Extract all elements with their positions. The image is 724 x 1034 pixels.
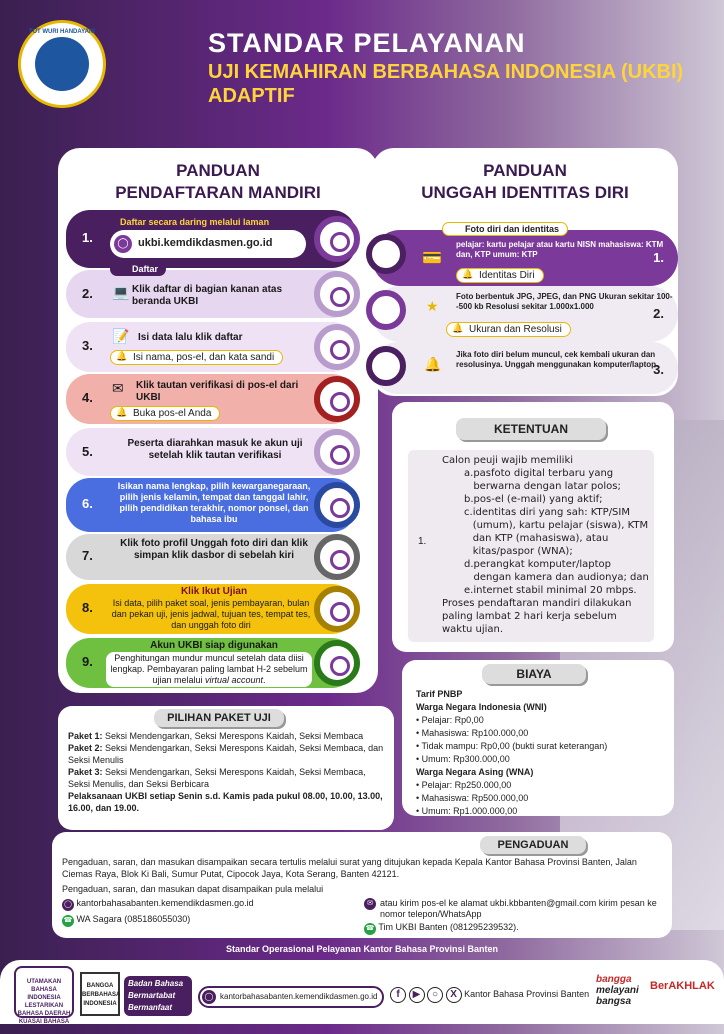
step-4 [66,374,356,424]
user-icon: 💻 [112,284,130,300]
pengaduan-web-row[interactable] [62,898,254,911]
step-number: 5. [82,444,93,459]
step-text: Klik daftar di bagian kanan atas beranda UKBI [132,284,283,307]
step-7 [66,534,356,580]
step-number: 8. [82,600,93,615]
panduan-heading: PANDUAN [176,161,260,180]
form-icon: 📝 [112,328,130,344]
wni-umum: • Umum: Rp300.000,00 [416,754,510,764]
pendaftaran-heading: PENDAFTARAN MANDIRI [115,183,321,202]
step-1 [66,210,356,268]
right-step-text: pelajar: kartu pelajar atau kartu NISN mahasiswa: KTM dan, KTP umum: KTP [456,240,664,259]
unggah-heading: UNGGAH IDENTITAS DIRI [421,183,629,202]
step-text: Isi data lalu klik daftar [138,332,243,343]
logo-text: TUT WURI HANDAYANI [29,29,95,35]
step-marker [314,640,360,686]
right-step-marker [366,234,406,274]
site-pill[interactable] [198,986,384,1008]
right-step-text: Jika foto diri belum muncul, cek kembali ukuran dan resolusinya. Unggah menggunakan komputer/laptop. [456,350,659,369]
step-6 [66,478,356,532]
step-marker [314,324,360,370]
ketentuan-box [392,402,674,652]
step-text: Klik foto profil Unggah foto diri dan klik simpan klik dasbor di sebelah kiri [120,538,308,561]
pengaduan-email-row[interactable] [364,898,664,920]
right-step-number: 1. [653,250,664,265]
right-step-number: 2. [653,306,664,321]
ketentuan-intro: Calon peuji wajib memiliki [442,455,574,466]
item-key: e. [464,585,474,596]
bangga-badge: BANGGA BERBAHASA INDONESIA [80,972,120,1016]
right-step-number: 3. [653,362,664,377]
tarif-label: Tarif PNBP [416,689,463,699]
step-text: Klik tautan verifikasi di pos-el dari UKBI [136,380,299,403]
page-subtitle: UJI KEMAHIRAN BERBAHASA INDONESIA (UKBI) ADAPTIF [208,61,684,107]
utamakan-badge: UTAMAKAN BAHASA INDONESIA LESTARIKAN BAHASA DAERAH KUASAI BAHASA ASING [14,966,74,1018]
step-3 [66,322,356,372]
step-marker [314,216,360,262]
step-text: Peserta diarahkan masuk ke akun uji setelah klik tautan verifikasi [127,438,303,461]
wni-tidak-mampu: • Tidak mampu: Rp0,00 (bukti surat keterangan) [416,741,608,751]
ketentuan-title: KETENTUAN [456,418,606,440]
slogan-1: Badan Bahasa [128,979,184,988]
slogan-badge [124,976,192,1016]
step-marker [314,271,360,317]
paket-3: Paket 3: Seksi Mendengarkan, Seksi Merespons Kaidah, Seksi Membaca, Seksi Menulis, dan Seksi Berbicara [68,767,366,789]
step-marker [314,534,360,580]
step-8 [66,584,356,634]
pengaduan-tim-row[interactable] [364,922,519,935]
pengaduan-box [52,832,672,938]
step-5 [66,428,356,476]
item-key: a. [464,468,474,479]
step-intro: Daftar secara daring melalui laman [120,217,270,227]
step-number: 9. [82,654,93,669]
step-url: ukbi.kemdikdasmen.go.id [138,237,273,249]
step-number: 2. [82,286,93,301]
ketentuan-item-e: internet stabil minimal 20 mbps. [473,585,637,596]
step-1-url-box[interactable] [110,230,306,258]
wna-mahasiswa: • Mahasiswa: Rp500.000,00 [416,793,529,803]
item-key: b. [464,494,474,505]
ketentuan-item-c: identitas diri yang sah: KTP/SIM (umum), kartu pelajar (siswa), KTM dan KTP (mahasiswa), atau kitas/paspor (WNA); [472,507,649,557]
step-number: 1. [82,230,93,245]
right-step-3 [372,342,678,394]
bangga-melayani-logo [596,974,639,1007]
step-marker [314,429,360,475]
slogan-2: Bermartabat [128,991,176,1000]
step-number: 7. [82,548,93,563]
check-badge-icon: ★ [426,298,439,314]
step-pill: 🔔 Buka pos-el Anda [110,406,220,421]
wni-title: Warga Negara Indonesia (WNI) [416,702,547,712]
site-link[interactable]: kantorbahasabanten.kemendikdasmen.go.id [220,992,378,1001]
right-step-marker [366,346,406,386]
wa-link[interactable]: WA Sagara (085186055030) [76,914,191,924]
social-icons [390,987,589,1003]
daftar-label: Daftar [110,262,166,276]
step-text: Isi data, pilih paket soal, jenis pembayaran, bulan dan pekan uji, jenis jadwal, tujuan tes, tempat tes, dan unggah foto diri [111,598,311,630]
instagram-icon[interactable]: ○ [427,987,443,1003]
id-card-icon: 💳 [422,250,442,267]
right-step-1 [372,224,678,286]
ketentuan-item-a: pasfoto digital terbaru yang berwarna dengan latar polos; [473,468,621,492]
ketentuan-num: 1. [418,536,427,547]
step-pill: 🔔 Isi nama, pos-el, dan kata sandi [110,350,283,365]
right-step-2 [372,286,678,342]
whatsapp-icon: ☎ [364,923,376,935]
wna-pelajar: • Pelajar: Rp250.000,00 [416,780,512,790]
wna-umum: • Umum: Rp1.000.000,00 [416,806,518,816]
x-icon[interactable]: X [446,987,462,1003]
web-icon: ◯ [62,899,74,911]
step-marker [314,376,360,422]
paket-1: Paket 1: Seksi Mendengarkan, Seksi Merespons Kaidah, Seksi Membaca [68,731,364,741]
globe-icon: ◯ [202,990,216,1004]
ketentuan-inner [408,450,654,642]
slogan-3: Bermanfaat [128,1003,173,1012]
step-number: 3. [82,338,93,353]
pengaduan-p1: Pengaduan, saran, dan masukan disampaikan secara tertulis melalui surat yang ditujukan kepada Kepala Kantor Bahasa Provinsi Banten, Jalan Ciemas Raya, Blok Ki Bali, Sumur Putat, Cipocok Jaya, Kota Serang, Banten 42121. [62,857,637,879]
mail-icon: ✉ [364,898,376,910]
mail-icon: ✉ [112,380,124,396]
social-handle: Kantor Bahasa Provinsi Banten [464,989,590,999]
email-link[interactable]: atau kirim pos-el ke alamat ukbi.kbbanten@gmail.com kirim pesan ke nomor telepon/WhatsApp [380,898,657,919]
paket-2: Paket 2: Seksi Mendengarkan, Seksi Merespons Kaidah, Seksi Membaca, dan Seksi Menulis [68,743,384,765]
pengaduan-wa-row[interactable] [62,914,190,927]
sop-footer: Standar Operasional Pelayanan Kantor Bahasa Provinsi Banten [225,944,499,954]
step-number: 4. [82,390,93,405]
ketentuan-item-d: perangkat komputer/laptop dengan kamera dan audionya; dan [473,559,649,583]
step-text-em: virtual account [204,675,264,685]
step-9 [66,638,356,688]
ketentuan-closing: Proses pendaftaran mandiri dilakukan paling lambat 2 hari kerja sebelum waktu ujian. [442,598,632,635]
paket-box [58,706,394,830]
wna-title: Warga Negara Asing (WNA) [416,767,534,777]
step-marker [314,586,360,632]
web-link[interactable]: kantorbahasabanten.kemendikdasmen.go.id [76,898,254,908]
item-key: d. [464,559,474,570]
step-number: 6. [82,496,93,511]
right-step-marker [366,290,406,330]
wni-pelajar: • Pelajar: Rp0,00 [416,715,484,725]
step-marker [314,482,360,528]
facebook-icon[interactable]: f [390,987,406,1003]
bangga-1: bangga [596,974,632,985]
panduan-heading-2: PANDUAN [483,161,567,180]
bangga-2: melayani [596,985,639,996]
whatsapp-icon: ☎ [62,915,74,927]
step-2 [66,264,356,318]
step-text: Penghitungan mundur muncul setelah data diisi lengkap. Pembayaran paling lambat H-2 sebelum ujian melalui [110,653,308,685]
tim-link[interactable]: Tim UKBI Banten (081295239532). [378,922,519,932]
ketentuan-item-b: pos-el (e-mail) yang aktif; [473,494,603,505]
pengaduan-p2: Pengaduan, saran, dan masukan dapat disampaikan pula melalui [62,884,324,894]
bell-icon: 🔔 [424,356,442,372]
pengaduan-title: PENGADUAN [480,836,586,854]
jadwal-text: Pelaksanaan UKBI setiap Senin s.d. Kamis pada pukul 08.00, 10.00, 13.00, 16.00, dan 19.00. [68,791,383,813]
tut-wuri-logo [18,20,106,108]
right-step-text: Foto berbentuk JPG, JPEG, dan PNG Ukuran sekitar 100--500 kb Resolusi sekitar 1.000x1.000 [456,292,673,311]
paket-title: PILIHAN PAKET UJI [154,709,284,727]
item-key: c. [464,507,473,518]
wni-mahasiswa: • Mahasiswa: Rp100.000,00 [416,728,529,738]
right-step-pill: 🔔 Ukuran dan Resolusi [446,322,571,337]
biaya-box [402,660,674,816]
biaya-title: BIAYA [482,664,586,684]
bangga-3: bangsa [596,996,632,1007]
page-title: STANDAR PELAYANAN [208,28,526,58]
step-text: Isikan nama lengkap, pilih kewarganegaraan, pilih jenis kelamin, tempat dan tanggal lahir, pilih pendidikan terakhir, nomor ponsel, dan bahasa ibu [117,481,311,524]
youtube-icon[interactable]: ▶ [409,987,425,1003]
step-9-text [106,652,312,687]
step-title: Akun UKBI siap digunakan [150,640,278,651]
right-step-pill: 🔔 Identitas Diri [456,268,544,283]
step-title: Klik Ikut Ujian [180,586,248,597]
akhlak-logo: BerAKHLAK [650,980,715,992]
globe-icon: ◯ [114,235,132,253]
step-text-end: . [263,675,266,685]
foto-label: Foto diri dan identitas [442,222,568,236]
